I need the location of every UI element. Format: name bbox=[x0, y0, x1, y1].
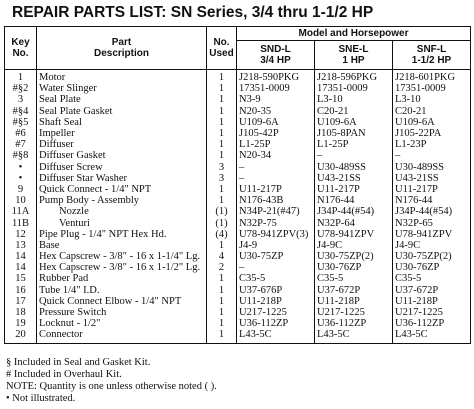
snd-l-part-number-cell: J218-590PKG bbox=[237, 70, 315, 84]
snf-l-part-number-cell: U43-21SS bbox=[393, 173, 471, 184]
quantity-cell: 1 bbox=[207, 128, 237, 139]
sne-l-part-number-cell: J218-596PKG bbox=[315, 70, 393, 84]
quantity-cell: 4 bbox=[207, 251, 237, 262]
part-description-cell: Hex Capscrew - 3/8" - 16 x 1-1/4" Lg. bbox=[37, 251, 207, 262]
table-row bbox=[5, 106, 471, 117]
snd-l-part-number-cell: C35-5 bbox=[237, 273, 315, 284]
header-label: Part Description bbox=[93, 37, 149, 59]
part-description-cell: Seal Plate Gasket bbox=[37, 106, 207, 117]
sne-l-part-number-cell: U217-1225 bbox=[315, 307, 393, 318]
snd-l-part-number-cell: U78-941ZPV(3) bbox=[237, 229, 315, 240]
key-cell: #§4 bbox=[5, 106, 37, 117]
snd-l-part-number-cell: U11-217P bbox=[237, 184, 315, 195]
key-cell: 15 bbox=[5, 273, 37, 284]
table-row bbox=[5, 83, 471, 94]
sne-l-part-number-cell: C35-5 bbox=[315, 273, 393, 284]
page-title: REPAIR PARTS LIST: SN Series, 3/4 thru 1-1/2 HP bbox=[12, 4, 374, 21]
footnote-quantity-note: NOTE: Quantity is one unless otherwise noted ( ). bbox=[6, 381, 217, 392]
key-cell: 11B bbox=[5, 217, 37, 228]
snd-l-part-number-cell: 17351-0009 bbox=[237, 83, 315, 94]
snf-l-part-number-cell: – bbox=[393, 150, 471, 161]
key-cell: 17 bbox=[5, 296, 37, 307]
sne-l-part-number-cell: U11-217P bbox=[315, 184, 393, 195]
table-row bbox=[5, 273, 471, 284]
quantity-cell: 1 bbox=[207, 329, 237, 343]
footnote-seal-gasket-kit: § Included in Seal and Gasket Kit. bbox=[6, 357, 151, 368]
table-row bbox=[5, 206, 471, 217]
sne-l-part-number-cell: U11-218P bbox=[315, 296, 393, 307]
sne-l-part-number-cell: C20-21 bbox=[315, 106, 393, 117]
table-row bbox=[5, 150, 471, 161]
key-cell: 9 bbox=[5, 184, 37, 195]
snd-l-part-number-cell: U30-75ZP bbox=[237, 251, 315, 262]
key-cell: #§5 bbox=[5, 117, 37, 128]
snd-l-part-number-cell: – bbox=[237, 262, 315, 273]
key-cell: 3 bbox=[5, 94, 37, 105]
key-cell: #§8 bbox=[5, 150, 37, 161]
table-row bbox=[5, 285, 471, 296]
snf-l-part-number-cell: U30-489SS bbox=[393, 162, 471, 173]
part-description-cell: Seal Plate bbox=[37, 94, 207, 105]
snf-l-part-number-cell: L1-23P bbox=[393, 139, 471, 150]
snf-l-part-number-cell: U11-218P bbox=[393, 296, 471, 307]
footnotes bbox=[6, 357, 466, 405]
quantity-cell: (4) bbox=[207, 229, 237, 240]
part-description-cell: Rubber Pad bbox=[37, 273, 207, 284]
snd-l-part-number-cell: N20-34 bbox=[237, 150, 315, 161]
part-description-cell: Diffuser bbox=[37, 139, 207, 150]
snf-l-part-number-cell: C35-5 bbox=[393, 273, 471, 284]
key-cell: 14 bbox=[5, 262, 37, 273]
snf-l-part-number-cell: 17351-0009 bbox=[393, 83, 471, 94]
part-description-cell: Venturi bbox=[37, 217, 207, 228]
table-row bbox=[5, 70, 471, 84]
part-description-cell: Tube 1/4" I.D. bbox=[37, 285, 207, 296]
table-row bbox=[5, 117, 471, 128]
table-row bbox=[5, 94, 471, 105]
snf-l-part-number-cell: L43-5C bbox=[393, 329, 471, 343]
key-cell: #6 bbox=[5, 128, 37, 139]
key-cell: 18 bbox=[5, 307, 37, 318]
sne-l-part-number-cell: U109-6A bbox=[315, 117, 393, 128]
repair-parts-table bbox=[4, 26, 471, 344]
snd-l-part-number-cell: L43-5C bbox=[237, 329, 315, 343]
sne-l-part-number-cell: N176-44 bbox=[315, 195, 393, 206]
key-cell: 20 bbox=[5, 329, 37, 343]
header-label: Key No. bbox=[11, 37, 30, 59]
quantity-cell: 1 bbox=[207, 184, 237, 195]
table-row bbox=[5, 262, 471, 273]
snd-l-part-number-cell: U217-1225 bbox=[237, 307, 315, 318]
snf-l-part-number-cell: U30-75ZP(2) bbox=[393, 251, 471, 262]
quantity-cell: 1 bbox=[207, 296, 237, 307]
snf-l-part-number-cell: J218-601PKG bbox=[393, 70, 471, 84]
header-model-sne-l bbox=[315, 41, 393, 70]
snf-l-part-number-cell: U217-1225 bbox=[393, 307, 471, 318]
quantity-cell: 3 bbox=[207, 173, 237, 184]
part-description-cell: Motor bbox=[37, 70, 207, 84]
header-key-no bbox=[5, 27, 37, 70]
key-cell: #§2 bbox=[5, 83, 37, 94]
snd-l-part-number-cell: U37-676P bbox=[237, 285, 315, 296]
snf-l-part-number-cell: N176-44 bbox=[393, 195, 471, 206]
sne-l-part-number-cell: J4-9C bbox=[315, 240, 393, 251]
snd-l-part-number-cell: N32P-75 bbox=[237, 217, 315, 228]
header-part-description bbox=[37, 27, 207, 70]
part-description-cell: Diffuser Screw bbox=[37, 162, 207, 173]
snf-l-part-number-cell: U37-672P bbox=[393, 285, 471, 296]
sne-l-part-number-cell: U43-21SS bbox=[315, 173, 393, 184]
quantity-cell: (1) bbox=[207, 217, 237, 228]
sne-l-part-number-cell: N32P-64 bbox=[315, 217, 393, 228]
quantity-cell: 2 bbox=[207, 262, 237, 273]
snf-l-part-number-cell: U78-941ZPV bbox=[393, 229, 471, 240]
snf-l-part-number-cell: J105-22PA bbox=[393, 128, 471, 139]
quantity-cell: 1 bbox=[207, 307, 237, 318]
table-row bbox=[5, 184, 471, 195]
snd-l-part-number-cell: J4-9 bbox=[237, 240, 315, 251]
quantity-cell: 1 bbox=[207, 117, 237, 128]
part-description-cell: Pressure Switch bbox=[37, 307, 207, 318]
footnote-overhaul-kit: # Included in Overhaul Kit. bbox=[6, 369, 122, 380]
sne-l-part-number-cell: L1-25P bbox=[315, 139, 393, 150]
part-description-cell: Connector bbox=[37, 329, 207, 343]
part-description-cell: Nozzle bbox=[37, 206, 207, 217]
quantity-cell: 1 bbox=[207, 139, 237, 150]
key-cell: 14 bbox=[5, 251, 37, 262]
part-description-cell: Water Slinger bbox=[37, 83, 207, 94]
table-row bbox=[5, 162, 471, 173]
snd-l-part-number-cell: U11-218P bbox=[237, 296, 315, 307]
snd-l-part-number-cell: N20-35 bbox=[237, 106, 315, 117]
sne-l-part-number-cell: U36-112ZP bbox=[315, 318, 393, 329]
header-label: SNE-L 1 HP bbox=[338, 44, 369, 66]
part-description-cell: Quick Connect - 1/4" NPT bbox=[37, 184, 207, 195]
snf-l-part-number-cell: U30-76ZP bbox=[393, 262, 471, 273]
part-description-cell: Impeller bbox=[37, 128, 207, 139]
sne-l-part-number-cell: U30-489SS bbox=[315, 162, 393, 173]
key-cell: • bbox=[5, 162, 37, 173]
table-row bbox=[5, 195, 471, 206]
quantity-cell: 1 bbox=[207, 94, 237, 105]
snf-l-part-number-cell: C20-21 bbox=[393, 106, 471, 117]
sne-l-part-number-cell: – bbox=[315, 150, 393, 161]
table-row bbox=[5, 217, 471, 228]
sne-l-part-number-cell: U30-76ZP bbox=[315, 262, 393, 273]
snd-l-part-number-cell: – bbox=[237, 162, 315, 173]
table-row bbox=[5, 229, 471, 240]
table-row bbox=[5, 251, 471, 262]
quantity-cell: 1 bbox=[207, 273, 237, 284]
header-model-snf-l bbox=[393, 41, 471, 70]
sne-l-part-number-cell: U78-941ZPV bbox=[315, 229, 393, 240]
key-cell: 11A bbox=[5, 206, 37, 217]
key-cell: 19 bbox=[5, 318, 37, 329]
part-description-cell: Quick Connect Elbow - 1/4" NPT bbox=[37, 296, 207, 307]
sne-l-part-number-cell: 17351-0009 bbox=[315, 83, 393, 94]
quantity-cell: 1 bbox=[207, 70, 237, 84]
key-cell: #7 bbox=[5, 139, 37, 150]
table-row bbox=[5, 296, 471, 307]
quantity-cell: 3 bbox=[207, 162, 237, 173]
key-cell: 12 bbox=[5, 229, 37, 240]
snd-l-part-number-cell: U109-6A bbox=[237, 117, 315, 128]
part-description-cell: Diffuser Gasket bbox=[37, 150, 207, 161]
snd-l-part-number-cell: U36-112ZP bbox=[237, 318, 315, 329]
quantity-cell: 1 bbox=[207, 150, 237, 161]
snf-l-part-number-cell: J34P-44(#54) bbox=[393, 206, 471, 217]
snf-l-part-number-cell: U11-217P bbox=[393, 184, 471, 195]
key-cell: 13 bbox=[5, 240, 37, 251]
quantity-cell: 1 bbox=[207, 106, 237, 117]
header-label: No. Used bbox=[209, 37, 234, 59]
key-cell: 10 bbox=[5, 195, 37, 206]
table-row bbox=[5, 173, 471, 184]
part-description-cell: Hex Capscrew - 3/8" - 16 x 1-1/2" Lg. bbox=[37, 262, 207, 273]
snf-l-part-number-cell: U109-6A bbox=[393, 117, 471, 128]
snd-l-part-number-cell: N3-9 bbox=[237, 94, 315, 105]
footnote-not-illustrated: • Not illustrated. bbox=[6, 393, 76, 404]
snf-l-part-number-cell: L3-10 bbox=[393, 94, 471, 105]
snf-l-part-number-cell: J4-9C bbox=[393, 240, 471, 251]
table-row bbox=[5, 128, 471, 139]
sne-l-part-number-cell: L43-5C bbox=[315, 329, 393, 343]
table-row bbox=[5, 318, 471, 329]
snf-l-part-number-cell: N32P-65 bbox=[393, 217, 471, 228]
header-model-and-horsepower: Model and Horsepower bbox=[237, 27, 471, 41]
snd-l-part-number-cell: – bbox=[237, 173, 315, 184]
part-description-cell: Locknut - 1/2" bbox=[37, 318, 207, 329]
snf-l-part-number-cell: U36-112ZP bbox=[393, 318, 471, 329]
part-description-cell: Shaft Seal bbox=[37, 117, 207, 128]
header-label: SNF-L 1-1/2 HP bbox=[411, 44, 452, 66]
snd-l-part-number-cell: N176-43B bbox=[237, 195, 315, 206]
header-label: SND-L 3/4 HP bbox=[260, 44, 291, 66]
snd-l-part-number-cell: J105-42P bbox=[237, 128, 315, 139]
part-description-cell: Pipe Plug - 1/4" NPT Hex Hd. bbox=[37, 229, 207, 240]
snd-l-part-number-cell: N34P-21(#47) bbox=[237, 206, 315, 217]
quantity-cell: 1 bbox=[207, 285, 237, 296]
quantity-cell: 1 bbox=[207, 240, 237, 251]
part-description-cell: Diffuser Star Washer bbox=[37, 173, 207, 184]
key-cell: 1 bbox=[5, 70, 37, 84]
quantity-cell: 1 bbox=[207, 318, 237, 329]
header-model-snd-l bbox=[237, 41, 315, 70]
quantity-cell: 1 bbox=[207, 195, 237, 206]
sne-l-part-number-cell: L3-10 bbox=[315, 94, 393, 105]
table-row bbox=[5, 139, 471, 150]
sne-l-part-number-cell: U30-75ZP(2) bbox=[315, 251, 393, 262]
sne-l-part-number-cell: J105-8PAN bbox=[315, 128, 393, 139]
key-cell: 16 bbox=[5, 285, 37, 296]
key-cell: • bbox=[5, 173, 37, 184]
table-row bbox=[5, 240, 471, 251]
header-no-used bbox=[207, 27, 237, 70]
quantity-cell: (1) bbox=[207, 206, 237, 217]
table-row bbox=[5, 307, 471, 318]
sne-l-part-number-cell: J34P-44(#54) bbox=[315, 206, 393, 217]
part-description-cell: Pump Body - Assembly bbox=[37, 195, 207, 206]
table-row bbox=[5, 329, 471, 343]
sne-l-part-number-cell: U37-672P bbox=[315, 285, 393, 296]
snd-l-part-number-cell: L1-25P bbox=[237, 139, 315, 150]
quantity-cell: 1 bbox=[207, 83, 237, 94]
parts-table-body bbox=[5, 70, 471, 344]
part-description-cell: Base bbox=[37, 240, 207, 251]
